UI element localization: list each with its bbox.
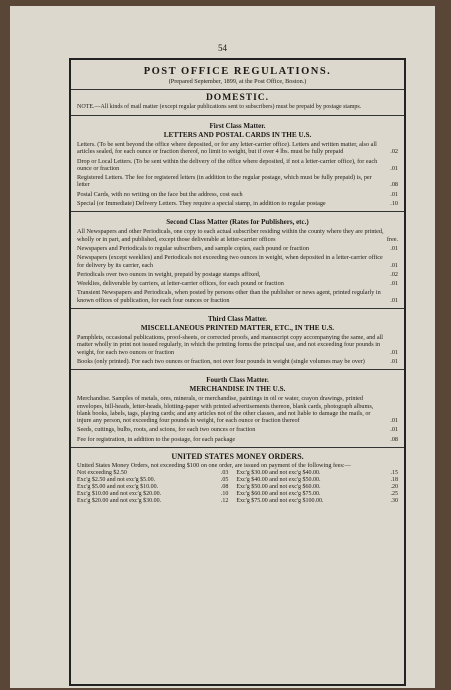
rate-description: All Newspapers and other Periodicals, one copy to each actual subscriber residing within the county where they are printed, wholly or in part, and published, except those deliverable at letter-carrier offices [77, 228, 384, 243]
rate-price: .01 [390, 280, 398, 288]
fourth-class-heading: Fourth Class Matter. [206, 376, 269, 385]
rate-price: .01 [390, 357, 398, 365]
rate-price: .08 [390, 181, 398, 189]
fee-range: Exc'g $20.00 and not exc'g $30.00. [77, 498, 162, 505]
rate-description: Drop or Local Letters. (To be sent within the delivery of the office where deposited, if not a letter-carrier office), for each ounce or fraction [77, 157, 378, 172]
rate-description: Special (or Immediate) Delivery Letters. They require a special stamp, in addition to regular postage [77, 200, 326, 208]
rate-price: .01 [390, 426, 398, 434]
page-title: POST OFFICE REGULATIONS. [143, 66, 332, 77]
rate-item [77, 254, 398, 269]
rate-price: .01 [390, 190, 398, 198]
rate-item [77, 280, 398, 287]
fee-amount: .15 [390, 470, 398, 477]
fee-range: Exc'g $40.00 and not exc'g $50.00. [236, 477, 321, 484]
fee-amount: .30 [390, 498, 398, 505]
rate-price: .10 [390, 200, 398, 208]
rate-item [77, 200, 398, 207]
book-page [10, 6, 435, 688]
fee-range: Not exceeding $2.50 [77, 470, 127, 477]
third-class-items [77, 334, 398, 365]
rate-description: Periodicals over two ounces in weight, prepaid by postage stamps affixed, [77, 270, 261, 278]
fee-range: Exc'g $30.00 and not exc'g $40.00. [236, 470, 321, 477]
rate-price: .02 [390, 270, 398, 278]
rate-description: Fee for registration, in addition to the postage, for each package [77, 435, 236, 443]
rate-price: .01 [390, 348, 398, 356]
rate-description: Newspapers (except weeklies) and Periodicals not exceeding two ounces in weight, when deposited in a letter-carrier office for delivery by its carrier, each [77, 254, 383, 269]
rate-item [77, 191, 398, 198]
rate-item [77, 141, 398, 156]
fee-range: Exc'g $10.00 and not exc'g $20.00. [77, 491, 162, 498]
fee-amount: .18 [390, 477, 398, 484]
prepay-note: NOTE.—All kinds of mail matter (except regular publications sent to subscribers) must be prepaid by postage stamps. [77, 104, 362, 110]
first-class-subheading: LETTERS AND POSTAL CARDS IN THE U.S. [163, 131, 312, 139]
first-class-heading: First Class Matter. [209, 122, 266, 130]
first-class-items [77, 141, 398, 207]
rate-item [77, 228, 398, 243]
rate-description: Registered Letters. The fee for registered letters (in addition to the regular postage, which must be fully prepaid) is, per letter [77, 174, 372, 189]
rate-item [77, 436, 398, 443]
fee-range: Exc'g $75.00 and not exc'g $100.00. [236, 498, 324, 505]
rate-price: .08 [390, 435, 398, 443]
rate-description: Merchandise. Samples of metals, ores, minerals, or merchandise, paintings in oil or water, crayon drawings, printed envelopes, bill-heads, letter-heads, blotting-paper with printed advertisements thereon, blank cards, photograph albums, blank books, labels, tags, playing cards; and any articles not of the other classes, and not liable to damage the mails, or injure any person, not exceeding four pounds in weight, for each ounce or fraction thereof [77, 395, 374, 425]
rate-description: Weeklies, deliverable by carriers, at letter-carrier offices, for each pound or fraction [77, 280, 284, 288]
fee-range: Exc'g $2.50 and not exc'g $5.00. [77, 477, 156, 484]
fee-range: Exc'g $5.00 and not exc'g $10.00. [77, 484, 159, 491]
rate-item [77, 245, 398, 252]
money-orders-intro: United States Money Orders, not exceeding $100 on one order, are issued on payment of the following fees:— [77, 462, 351, 470]
page-number: 54 [218, 43, 227, 53]
rate-price: .01 [390, 296, 398, 304]
divider [71, 369, 404, 370]
rate-description: Letters. (To be sent beyond the office where deposited, or for any letter-carrier office). Letters and written matter, also all articles sealed, for each ounce or fraction thereof, no limit to weight, but if over 4 lbs. must be fully prepaid [77, 141, 377, 156]
domestic-heading: DOMESTIC. [205, 93, 270, 103]
rate-item [77, 289, 398, 304]
rate-price: .01 [390, 417, 398, 425]
rate-price: .01 [390, 244, 398, 252]
rate-item [77, 334, 398, 356]
rate-description: Newspapers and Periodicals to regular subscribers, and sample copies, each pound or fraction [77, 244, 309, 252]
rate-description: Pamphlets, occasional publications, proof-sheets, or corrected proofs, and manuscript copy accompanying the same, and all matter wholly in print not issued regularly, in which the printing forms the principal use, and not exceeding four pounds in weight, for each two ounces or fraction [77, 334, 384, 356]
fee-row [77, 498, 398, 505]
rate-item [77, 271, 398, 278]
rate-description: Books (only printed). For each two ounces or fraction, not over four pounds in weight (single volumes may be over) [77, 357, 365, 365]
rate-item [77, 426, 398, 433]
fee-amount: .25 [390, 491, 398, 498]
fee-range: Exc'g $60.00 and not exc'g $75.00. [236, 491, 321, 498]
rate-description: Transient Newspapers and Periodicals, when posted by persons other than the publisher or news agent, printed regularly in known offices of publication, for each four ounces or fraction [77, 289, 381, 304]
prepared-note: (Prepared September, 1899, at the Post Office, Boston.) [168, 78, 307, 85]
second-class-items [77, 228, 398, 304]
divider [71, 308, 404, 309]
divider [71, 447, 404, 448]
money-order-fee-table [77, 470, 398, 505]
rate-description: Seeds, cuttings, bulbs, roots, and scions, for each two ounces or fraction [77, 426, 256, 434]
fee-amount: .10 [220, 491, 229, 498]
fee-amount: .08 [220, 484, 229, 491]
divider [71, 211, 404, 212]
third-class-subheading: MISCELLANEOUS PRINTED MATTER, ETC., IN THE U.S. [140, 324, 335, 333]
rate-price: .01 [390, 164, 398, 172]
rate-description: Postal Cards, with no writing on the face but the address, cost each [77, 190, 243, 198]
fee-amount: .20 [390, 484, 398, 491]
divider [71, 115, 404, 116]
divider [71, 89, 404, 90]
fee-amount: .12 [220, 498, 229, 505]
rate-item [77, 174, 398, 189]
third-class-heading: Third Class Matter. [207, 315, 268, 324]
rate-price: .02 [390, 148, 398, 156]
fee-amount: .05 [220, 477, 229, 484]
rate-price: .01 [390, 261, 398, 269]
money-orders-heading: UNITED STATES MONEY ORDERS. [171, 452, 304, 462]
fee-range: Exc'g $50.00 and not exc'g $60.00. [236, 484, 321, 491]
rate-item [77, 395, 398, 424]
rate-price: free. [386, 235, 398, 243]
regulations-frame [69, 58, 406, 686]
rate-item [77, 158, 398, 173]
fee-amount: .03 [220, 470, 229, 477]
fourth-class-items [77, 395, 398, 443]
second-class-heading: Second Class Matter (Rates for Publishers, etc.) [166, 218, 309, 227]
fourth-class-subheading: MERCHANDISE IN THE U.S. [189, 385, 286, 394]
rate-item [77, 358, 398, 365]
